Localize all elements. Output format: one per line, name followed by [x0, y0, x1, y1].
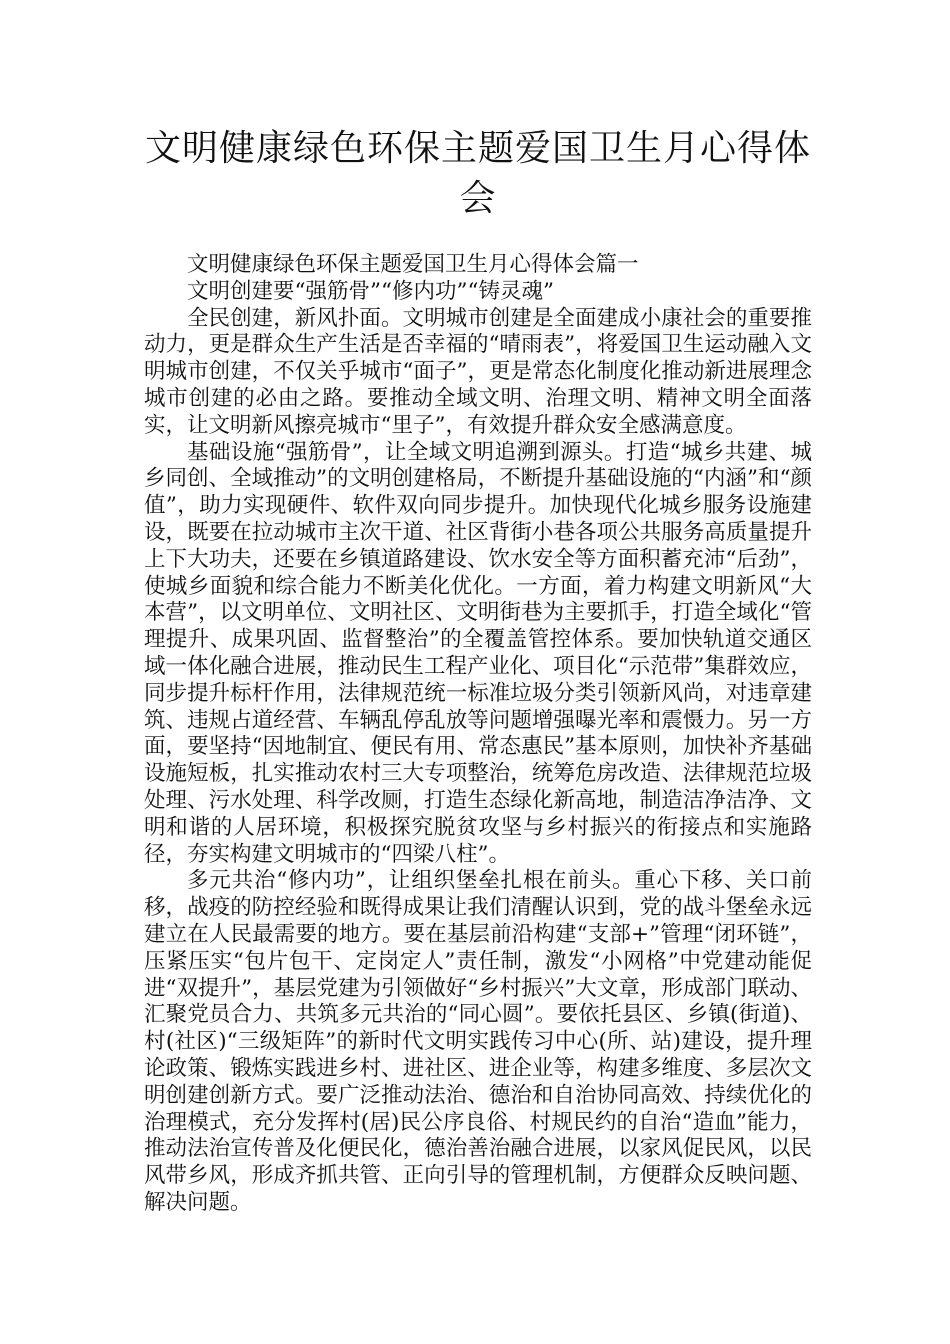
document-subtitle: 文明健康绿色环保主题爱国卫生月心得体会篇一: [187, 252, 639, 277]
body-paragraph-2: 基础设施“强筋骨”，让全域文明追溯到源头。打造“城乡共建、城乡同创、全域推动”的文明创建格局，不断提升基础设施的“内涵”和“颜值”，助力实现硬件、软件双向同步提升。加快现代化城乡服务设施建设，既要在拉动城市主次干道、社区背街小巷各项公共服务高质量提升上下大功夫，还要在乡镇道路建设、饮水安全等方面积蓄充沛“后劲”，使城乡面貌和综合能力不断美化优化。一方面，着力构建文明新风“大本营”，以文明单位、文明社区、文明街巷为主要抓手，打造全域化“管理提升、成果巩固、监督整治”的全覆盖管控体系。要加快轨道交通区域一体化融合进展，推动民生工程产业化、项目化“示范带”集群效应，同步提升标杆作用，法律规范统一标准垃圾分类引领新风尚，对违章建筑、违规占道经营、车辆乱停乱放等问题增强曝光率和震慑力。另一方面，要坚持“因地制宜、便民有用、常态惠民”基本原则，加快补齐基础设施短板，扎实推动农村三大专项整治，统筹危房改造、法律规范垃圾处理、污水处理、科学改厕，打造生态绿化新高地，制造洁净洁净、文明和谐的人居环境，积极探究脱贫攻坚与乡村振兴的衔接点和实施路径，夯实构建文明城市的“四梁八柱”。: [144, 439, 812, 867]
section-heading: 文明创建要“强筋骨”“修内功”“铸灵魂”: [187, 278, 554, 304]
body-paragraph-3: 多元共治“修内功”，让组织堡垒扎根在前头。重心下移、关口前移，战疫的防控经验和既得成果让我们清醒认识到，党的战斗堡垒永远建立在人民最需要的地方。要在基层前沿构建“支部+”管理“闭环链”，压紧压实“包片包干、定岗定人”责任制，激发“小网格”中党建动能促进“双提升”，基层党建为引领做好“乡村振兴”大文章，形成部门联动、汇聚党员合力、共筑多元共治的“同心圆”。要依托县区、乡镇(街道)、村(社区)“三级矩阵”的新时代文明实践传习中心(所、站)建设，提升理论政策、锻炼实践进乡村、进社区、进企业等，构建多维度、多层次文明创建创新方式。要广泛推动法治、德治和自治协同高效、持续优化的治理模式，充分发挥村(居)民公序良俗、村规民约的自治“造血”能力，推动法治宣传普及化便民化，德治善治融合进展，以家风促民风，以民风带乡风，形成齐抓共管、正向引导的管理机制，方便群众反映问题、解决问题。: [144, 868, 812, 1215]
document-title: 文明健康绿色环保主题爱国卫生月心得体会: [144, 128, 811, 219]
document-body: [144, 252, 812, 1217]
body-paragraph-1: 全民创建，新风扑面。文明城市创建是全面建成小康社会的重要推动力，更是群众生产生活是否幸福的“晴雨表”，将爱国卫生运动融入文明城市创建，不仅关乎城市“面子”，更是常态化制度化推动新进展理念城市创建的必由之路。要推动全域文明、治理文明、精神文明全面落实，让文明新风擦亮城市“里子”，有效提升群众安全感满意度。: [144, 305, 812, 438]
